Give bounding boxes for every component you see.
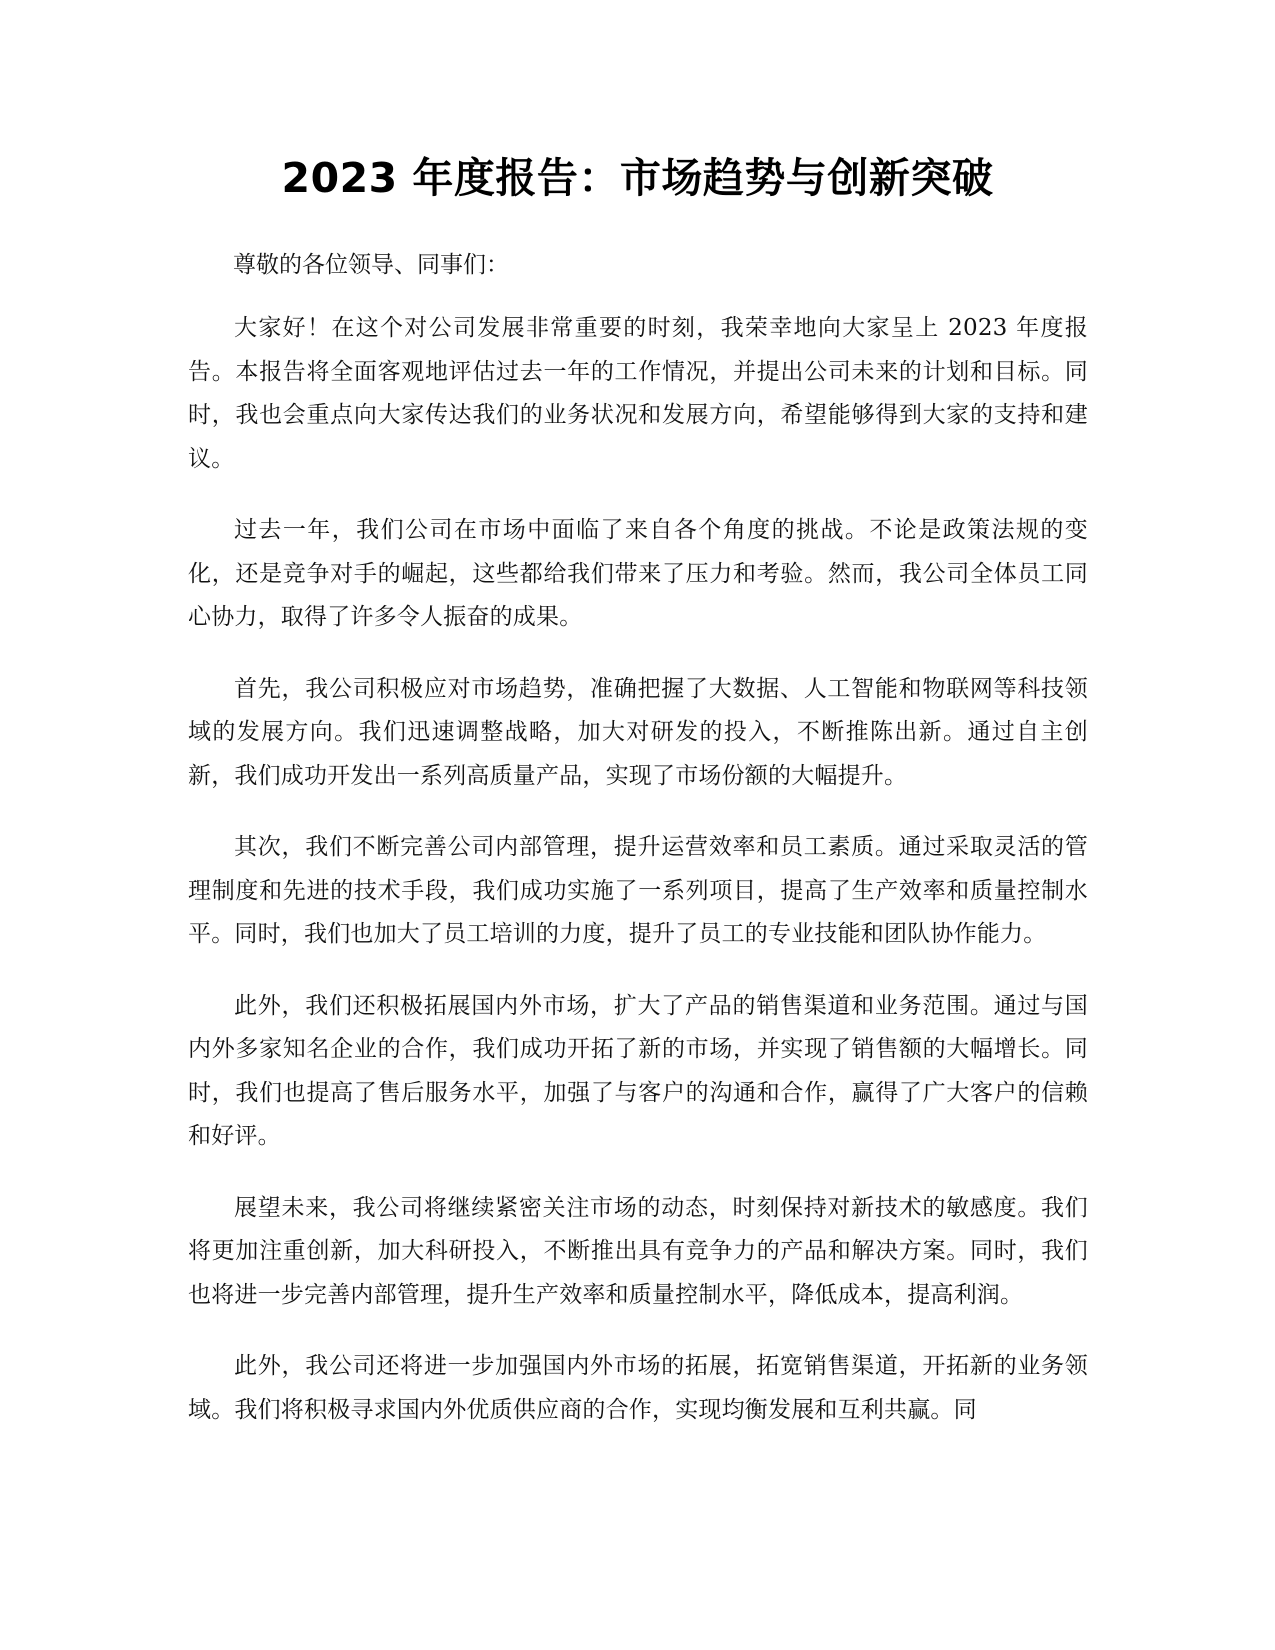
salutation: 尊敬的各位领导、同事们： (233, 252, 509, 278)
document-title: 2023 年度报告：市场趋势与创新突破 (281, 154, 994, 202)
paragraph-greeting: 大家好！在这个对公司发展非常重要的时刻，我荣幸地向大家呈上 2023 年度报告。本报告将全面客观地评估过去一年的工作情况，并提出公司未来的计划和目标。同时，我也会重点向大家传达我们的业务状况和发展方向，希望能够得到大家的支持和建议。 (188, 315, 1088, 472)
paragraph-outlook: 展望未来，我公司将继续紧密关注市场的动态，时刻保持对新技术的敏感度。我们将更加注重创新，加大科研投入，不断推出具有竞争力的产品和解决方案。同时，我们也将进一步完善内部管理，提升生产效率和质量控制水平，降低成本，提高利润。 (188, 1194, 1088, 1308)
paragraph-second: 其次，我们不断完善公司内部管理，提升运营效率和员工素质。通过采取灵活的管理制度和先进的技术手段，我们成功实施了一系列项目，提高了生产效率和质量控制水平。同时，我们也加大了员工培训的力度，提升了员工的专业技能和团队协作能力。 (188, 834, 1088, 947)
paragraph-first: 首先，我公司积极应对市场趋势，准确把握了大数据、人工智能和物联网等科技领域的发展方向。我们迅速调整战略，加大对研发的投入，不断推陈出新。通过自主创新，我们成功开发出一系列高质量产品，实现了市场份额的大幅提升。 (188, 675, 1088, 789)
paragraph-past-year: 过去一年，我们公司在市场中面临了来自各个角度的挑战。不论是政策法规的变化，还是竞争对手的崛起，这些都给我们带来了压力和考验。然而，我公司全体员工同心协力，取得了许多令人振奋的成果。 (188, 517, 1088, 630)
paragraph-additionally: 此外，我们还积极拓展国内外市场，扩大了产品的销售渠道和业务范围。通过与国内外多家知名企业的合作，我们成功开拓了新的市场，并实现了销售额的大幅增长。同时，我们也提高了售后服务水平，加强了与客户的沟通和合作，赢得了广大客户的信赖和好评。 (188, 992, 1088, 1149)
paragraph-expansion: 此外，我公司还将进一步加强国内外市场的拓展，拓宽销售渠道，开拓新的业务领域。我们将积极寻求国内外优质供应商的合作，实现均衡发展和互利共赢。同 (188, 1353, 1088, 1423)
document-body (188, 307, 1088, 1460)
